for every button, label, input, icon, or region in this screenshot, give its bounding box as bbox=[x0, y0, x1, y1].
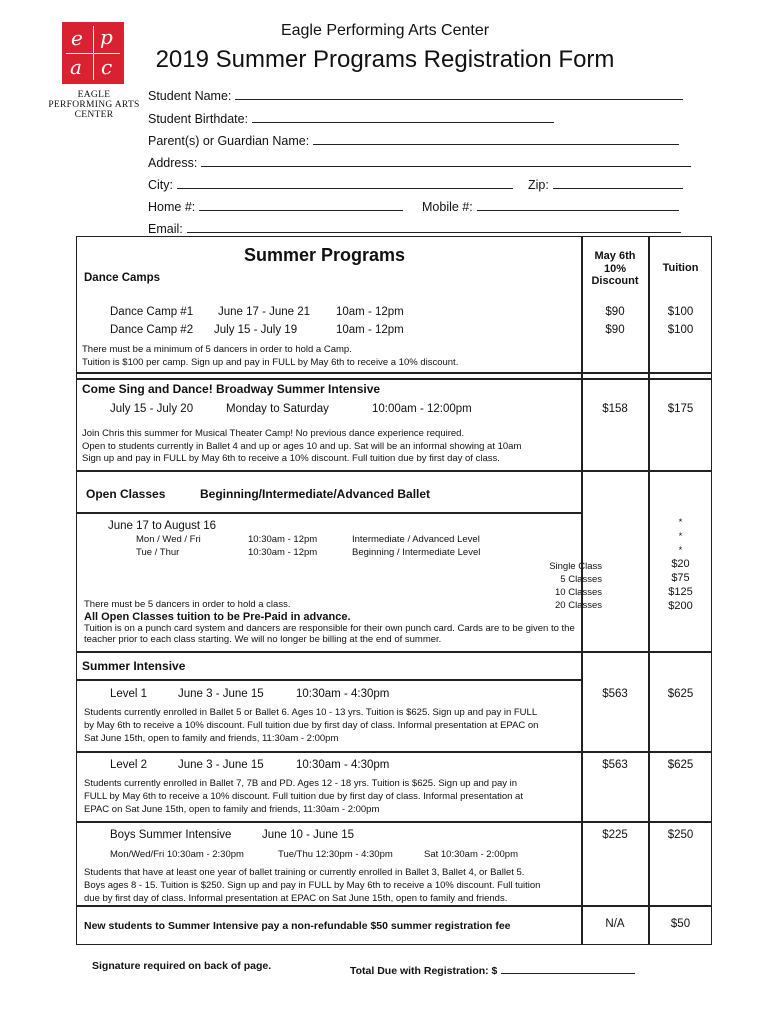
parent-name-field[interactable]: Parent(s) or Guardian Name: bbox=[148, 134, 679, 148]
logo-text: EAGLE PERFORMING ARTS CENTER bbox=[48, 90, 140, 120]
logo-letter-c: c bbox=[101, 55, 113, 79]
broadway-dates: July 15 - July 20 bbox=[110, 403, 194, 415]
open-classes-minimum-note: There must be 5 dancers in order to hold a class. bbox=[84, 599, 291, 610]
logo-letter-a: a bbox=[70, 55, 82, 79]
summer-intensive-heading: Summer Intensive bbox=[82, 659, 186, 673]
open-classes-prices: $20 $75 $125 $200 bbox=[668, 558, 693, 612]
logo-letter-e: e bbox=[71, 26, 83, 50]
form-title: 2019 Summer Programs Registration Form bbox=[155, 46, 615, 73]
center-name: Eagle Performing Arts Center bbox=[280, 22, 490, 39]
address-field[interactable]: Address: bbox=[148, 156, 691, 170]
mobile-phone-field[interactable]: Mobile #: bbox=[422, 200, 679, 214]
open-classes-punch-notes: Tuition is on a punch card system and dancers are responsible for their own punch card. Cards are to be given to the teacher prior to each class starting. We will no longer be billing at the end of summer. bbox=[84, 623, 575, 645]
table-title: Summer Programs bbox=[244, 245, 406, 265]
open-classes-options: Single Class 5 Classes 10 Classes 20 Classes bbox=[549, 561, 602, 611]
broadway-time: 10:00am - 12:00pm bbox=[372, 403, 472, 415]
tuition-header: Tuition bbox=[662, 262, 699, 274]
dance-camps-notes: There must be a minimum of 5 dancers in order to hold a Camp. Tuition is $100 per camp. Sign up and pay in FULL by May 6th to receive a 10% discount. bbox=[82, 344, 459, 368]
broadway-notes: Join Chris this summer for Musical Theater Camp! No previous dance experience required. Open to students currently in Ballet 4 and up or ages 10 and up. Sat will be an informal showing at 10am Sign up and pay in FULL by May 6th to receive a 10% discount. Full tuition due by first day of class. bbox=[82, 428, 522, 464]
student-name-field[interactable]: Student Name: bbox=[148, 89, 683, 103]
broadway-discount: $158 bbox=[602, 403, 628, 415]
dance-camps-heading: Dance Camps bbox=[84, 272, 161, 284]
broadway-days: Monday to Saturday bbox=[226, 403, 329, 415]
open-classes-heading: Open Classes bbox=[86, 487, 166, 501]
email-field[interactable]: Email: bbox=[148, 222, 681, 236]
broadway-tuition: $175 bbox=[667, 403, 694, 415]
signature-note: Signature required on back of page. bbox=[92, 960, 272, 972]
open-classes-subheading: Beginning/Intermediate/Advanced Ballet bbox=[200, 487, 431, 501]
student-birthdate-field[interactable]: Student Birthdate: bbox=[148, 112, 554, 126]
logo-letter-p: p bbox=[100, 25, 113, 49]
open-classes-prepaid-note: All Open Classes tuition to be Pre-Paid in advance. bbox=[84, 611, 351, 623]
broadway-heading: Come Sing and Dance! Broadway Summer Intensive bbox=[82, 382, 381, 396]
city-field[interactable]: City: bbox=[148, 178, 513, 192]
open-classes-dates: June 17 to August 16 bbox=[108, 520, 217, 532]
discount-header: May 6th 10% Discount bbox=[591, 250, 639, 287]
zip-field[interactable]: Zip: bbox=[528, 178, 683, 192]
open-classes-asterisks: * * * bbox=[678, 517, 683, 556]
home-phone-field[interactable]: Home #: bbox=[148, 200, 403, 214]
total-due-field[interactable]: Total Due with Registration: $ bbox=[350, 963, 635, 977]
